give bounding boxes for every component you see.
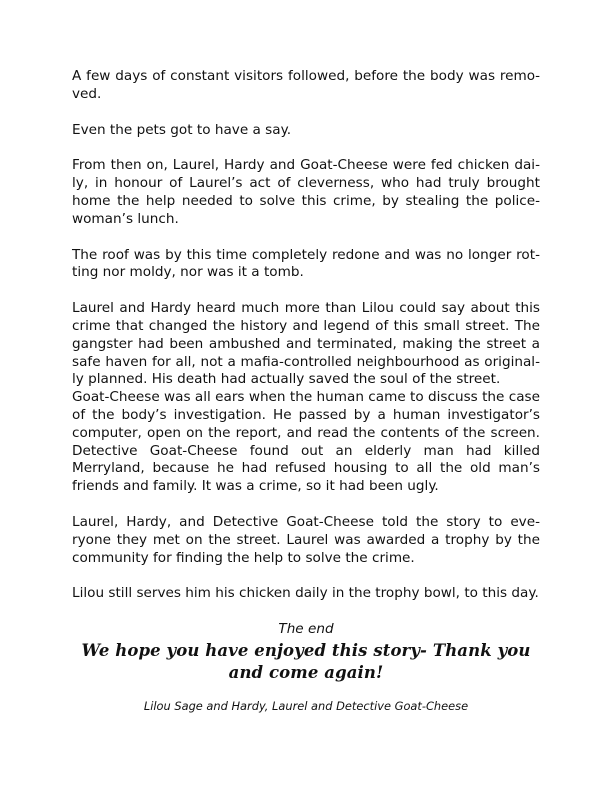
paragraph-roof-redone: The roof was by this time completely redone and was no longer rotting nor moldy, nor was it a tomb. (72, 246, 540, 281)
thank-you-message: We hope you have enjoyed this story- Thank you and come again! (81, 641, 531, 683)
paragraph-trophy-bowl: Lilou still serves him his chicken daily in the trophy bowl, to this day. (72, 585, 539, 602)
story-page (72, 68, 540, 714)
paragraph-fed-chicken: From then on, Laurel, Hardy and Goat-Cheese were fed chicken daily, in honour of Laurel’s act of cleverness, who had truly brought home the help needed to solve this crime, by stealing the policewoman’s lunch. (72, 157, 540, 227)
author-credits: Lilou Sage and Hardy, Laurel and Detective Goat-Cheese (143, 699, 469, 714)
the-end-heading: The end (278, 621, 334, 638)
paragraph-investigation: Goat-Cheese was all ears when the human came to discuss the case of the body’s investigation. He passed by a human investigator’s computer, open on the report, and read the contents of the screen. Detective Goat-Cheese found out an elderly man had killed Merryland, because he had refused housing to all the old man’s friends and family. It was a crime, so it had been ugly. (72, 389, 540, 495)
paragraph-crime-history: Laurel and Hardy heard much more than Lilou could say about this crime that changed the history and legend of this small street. The gangster had been ambushed and terminated, making the street a safe haven for all, not a mafia-controlled neighbourhood as originally planned. His death had actually saved the soul of the street. (72, 300, 540, 388)
paragraph-body-removed: A few days of constant visitors followed, before the body was removed. (72, 68, 540, 102)
paragraph-pets-say: Even the pets got to have a say. (72, 121, 292, 138)
paragraph-trophy-awarded: Laurel, Hardy, and Detective Goat-Cheese told the story to everyone they met on the street. Laurel was awarded a trophy by the community for finding the help to solve the crime. (72, 513, 540, 566)
